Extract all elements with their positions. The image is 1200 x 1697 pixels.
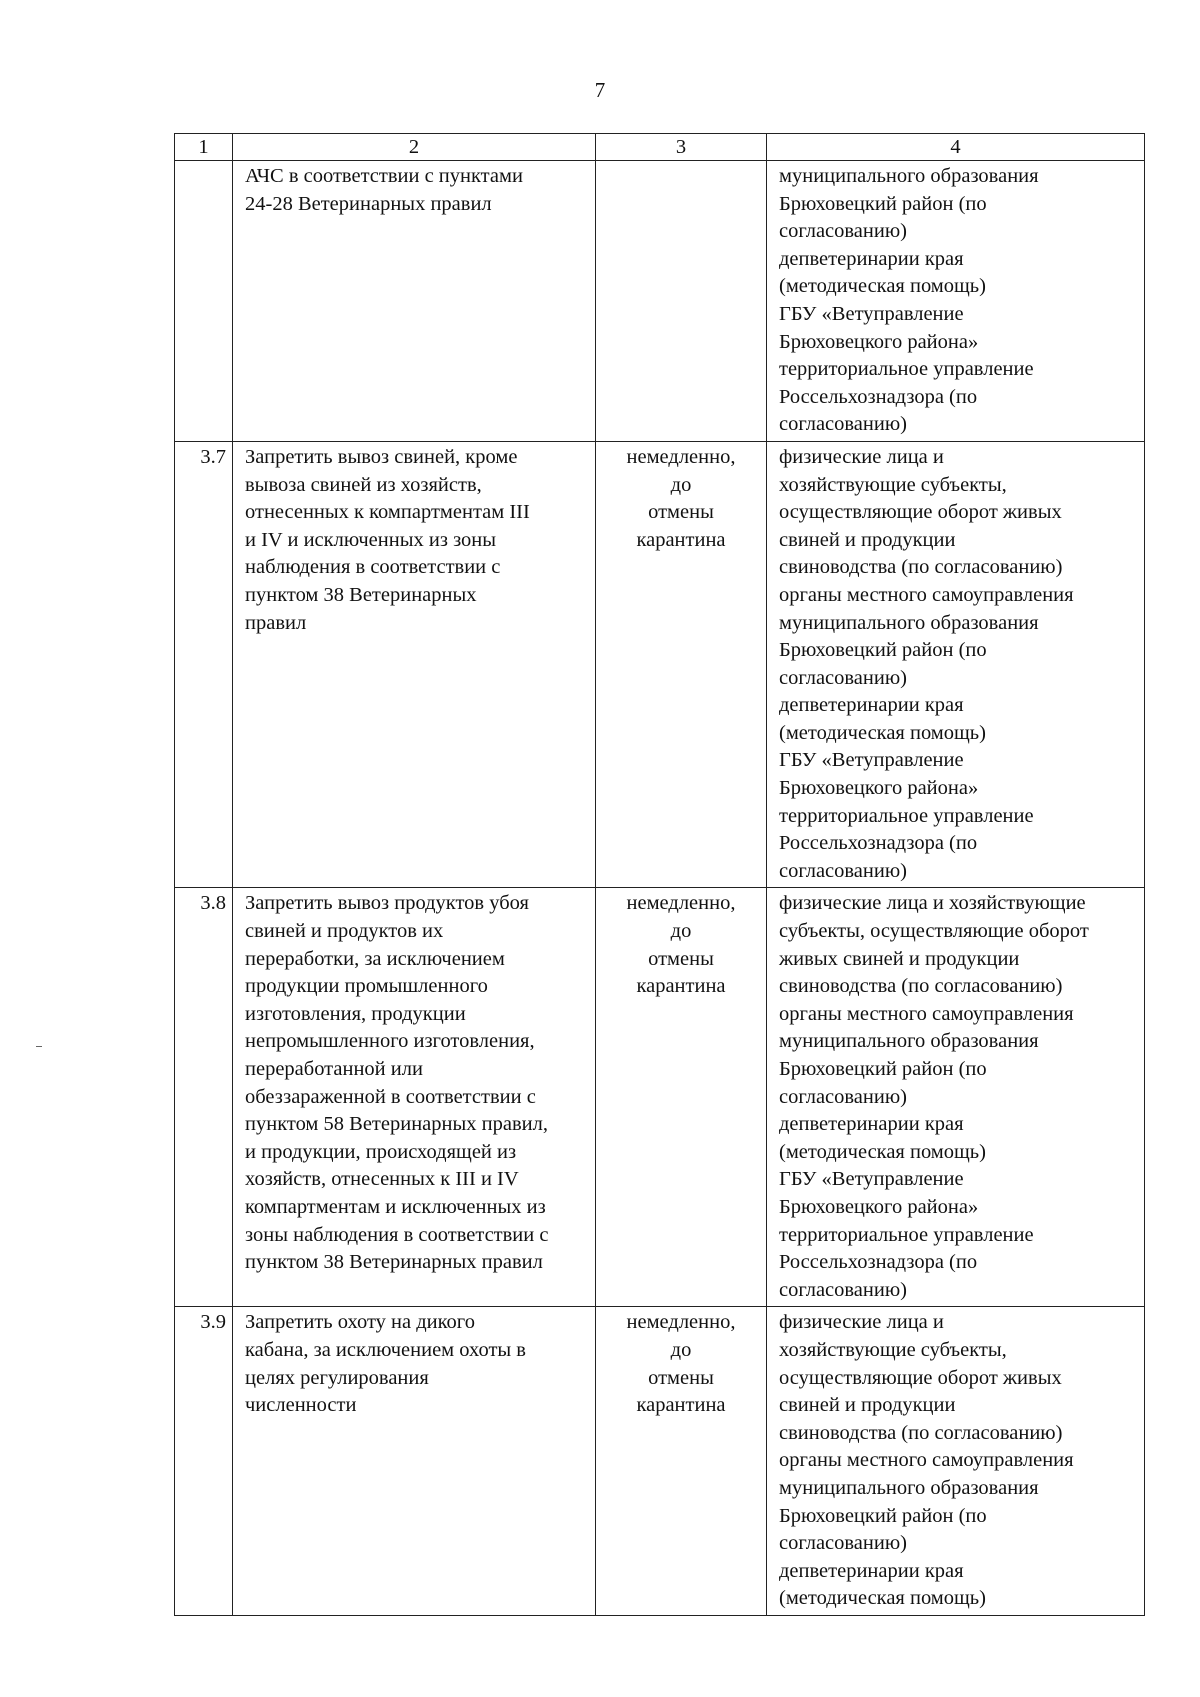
measure-line: пунктом 58 Ветеринарных правил, bbox=[245, 1113, 548, 1136]
term-line: отмены bbox=[648, 1366, 714, 1389]
responsible-line: органы местного самоуправления bbox=[779, 1449, 1074, 1472]
term-cell bbox=[596, 1307, 767, 1616]
responsible-line: свиноводства (по согласованию) bbox=[779, 1421, 1063, 1444]
responsible-line: органы местного самоуправления bbox=[779, 583, 1074, 606]
term-line: карантина bbox=[636, 975, 726, 998]
responsible-line: физические лица и bbox=[779, 1311, 944, 1334]
responsible-line: Брюховецкий район (по bbox=[779, 1504, 987, 1527]
table-row bbox=[175, 441, 1145, 888]
measure-line: численности bbox=[245, 1394, 357, 1417]
measure-line: переработанной или bbox=[245, 1058, 423, 1080]
responsible-line: хозяйствующие субъекты, bbox=[779, 473, 1007, 496]
responsible-line: свиноводства (по согласованию) bbox=[779, 556, 1063, 579]
responsible-line: ГБУ «Ветуправление bbox=[779, 302, 964, 325]
term-cell bbox=[596, 161, 767, 442]
term-line: карантина bbox=[636, 528, 726, 551]
measure-line: обеззараженной в соответствии с bbox=[245, 1085, 536, 1108]
responsible-line: Брюховецкий район (по bbox=[779, 639, 987, 662]
responsible-cell bbox=[767, 888, 1145, 1307]
responsible-line: депветеринарии края bbox=[779, 247, 964, 270]
responsible-line: муниципального образования bbox=[779, 1030, 1039, 1053]
table-header-row bbox=[175, 134, 1145, 161]
measure-line: Запретить вывоз продуктов убоя bbox=[245, 892, 529, 915]
responsible-cell bbox=[767, 161, 1145, 442]
measure-line: АЧС в соответствии с пунктами bbox=[245, 165, 523, 187]
measure-line: правил bbox=[245, 611, 307, 634]
measure-line: наблюдения в соответствии с bbox=[245, 556, 501, 579]
measure-line: целях регулирования bbox=[245, 1366, 429, 1389]
responsible-line: территориальное управление bbox=[779, 804, 1034, 827]
responsible-line: территориальное управление bbox=[779, 358, 1034, 381]
measure-line: пунктом 38 Ветеринарных правил bbox=[245, 1251, 543, 1274]
responsible-line: Россельхознадзора (по bbox=[779, 832, 978, 855]
measure-line: продукции промышленного bbox=[245, 975, 488, 998]
measure-line: свиней и продуктов их bbox=[245, 920, 444, 943]
measure-line: непромышленного изготовления, bbox=[245, 1030, 535, 1053]
responsible-line: муниципального образования bbox=[779, 611, 1039, 634]
header-col-3: 3 bbox=[596, 134, 767, 161]
responsible-line: (методическая помощь) bbox=[779, 275, 986, 298]
responsible-line: депветеринарии края bbox=[779, 694, 964, 717]
responsible-line: Брюховецкого района» bbox=[779, 330, 979, 353]
responsible-line: осуществляющие оборот живых bbox=[779, 1366, 1062, 1389]
responsible-cell bbox=[767, 1307, 1145, 1616]
term-cell bbox=[596, 888, 767, 1307]
term-line: отмены bbox=[648, 501, 714, 524]
measure-line: и IV и исключенных из зоны bbox=[245, 528, 497, 551]
measure-line: пунктом 38 Ветеринарных bbox=[245, 583, 477, 606]
header-col-1: 1 bbox=[175, 134, 233, 161]
responsible-line: согласованию) bbox=[779, 220, 907, 243]
responsible-line: свиней и продукции bbox=[779, 1394, 956, 1417]
measure-cell bbox=[233, 441, 596, 888]
responsible-line: депветеринарии края bbox=[779, 1113, 964, 1136]
responsible-line: (методическая помощь) bbox=[779, 1140, 986, 1163]
responsible-line: Брюховецкого района» bbox=[779, 777, 979, 800]
measure-line: изготовления, продукции bbox=[245, 1002, 466, 1025]
responsible-line: органы местного самоуправления bbox=[779, 1002, 1074, 1025]
row-number: 3.8 bbox=[175, 888, 233, 1307]
measures-table bbox=[174, 133, 1145, 1616]
term-line: отмены bbox=[648, 947, 714, 970]
header-col-2: 2 bbox=[233, 134, 596, 161]
responsible-line: ГБУ «Ветуправление bbox=[779, 749, 964, 772]
responsible-line: хозяйствующие субъекты, bbox=[779, 1338, 1007, 1361]
responsible-line: (методическая помощь) bbox=[779, 1587, 986, 1610]
responsible-line: согласованию) bbox=[779, 1085, 907, 1108]
responsible-line: Россельхознадзора (по bbox=[779, 1251, 978, 1274]
page-number: 7 bbox=[594, 78, 606, 102]
responsible-line: живых свиней и продукции bbox=[779, 947, 1020, 970]
responsible-line: Брюховецкий район (по bbox=[779, 1058, 987, 1080]
responsible-line: согласованию) bbox=[779, 413, 907, 436]
responsible-line: согласованию) bbox=[779, 859, 907, 882]
responsible-line: согласованию) bbox=[779, 1532, 907, 1555]
responsible-line: (методическая помощь) bbox=[779, 721, 986, 744]
term-line: немедленно, bbox=[626, 892, 736, 915]
responsible-line: муниципального образования bbox=[779, 1476, 1039, 1499]
header-col-4: 4 bbox=[767, 134, 1145, 161]
term-line: немедленно, bbox=[626, 1311, 736, 1334]
responsible-line: депветеринарии края bbox=[779, 1559, 964, 1582]
measure-cell bbox=[233, 1307, 596, 1616]
responsible-line: согласованию) bbox=[779, 1278, 907, 1301]
responsible-line: свиноводства (по согласованию) bbox=[779, 975, 1063, 998]
responsible-line: территориальное управление bbox=[779, 1223, 1034, 1246]
term-line: немедленно, bbox=[626, 445, 736, 468]
responsible-line: Россельхознадзора (по bbox=[779, 385, 978, 408]
measure-line: Запретить охоту на дикого bbox=[245, 1311, 475, 1334]
responsible-line: физические лица и хозяйствующие bbox=[779, 892, 1086, 915]
term-line: до bbox=[670, 920, 692, 943]
term-line: карантина bbox=[636, 1394, 726, 1417]
responsible-line: Брюховецкий район (по bbox=[779, 192, 987, 215]
measure-cell bbox=[233, 888, 596, 1307]
term-line: до bbox=[670, 1338, 692, 1361]
measure-line: Запретить вывоз свиней, кроме bbox=[245, 445, 518, 468]
scan-mark bbox=[36, 1046, 42, 1047]
responsible-line: Брюховецкого района» bbox=[779, 1195, 979, 1218]
measure-line: 24-28 Ветеринарных правил bbox=[245, 192, 492, 215]
table-body bbox=[175, 161, 1145, 1616]
measure-line: переработки, за исключением bbox=[245, 947, 505, 970]
measure-line: хозяйств, отнесенных к III и IV bbox=[245, 1168, 519, 1191]
measure-line: вывоза свиней из хозяйств, bbox=[245, 473, 482, 496]
term-line: до bbox=[670, 473, 692, 496]
row-number bbox=[175, 161, 233, 442]
table-row bbox=[175, 161, 1145, 442]
row-number: 3.9 bbox=[175, 1307, 233, 1616]
measure-line: и продукции, происходящей из bbox=[245, 1140, 517, 1163]
term-cell bbox=[596, 441, 767, 888]
responsible-line: свиней и продукции bbox=[779, 528, 956, 551]
measure-line: компартментам и исключенных из bbox=[245, 1195, 546, 1218]
table-row bbox=[175, 1307, 1145, 1616]
responsible-line: ГБУ «Ветуправление bbox=[779, 1168, 964, 1191]
responsible-cell bbox=[767, 441, 1145, 888]
measure-cell bbox=[233, 161, 596, 442]
row-number: 3.7 bbox=[175, 441, 233, 888]
measure-line: кабана, за исключением охоты в bbox=[245, 1338, 526, 1361]
responsible-line: физические лица и bbox=[779, 445, 944, 468]
responsible-line: согласованию) bbox=[779, 666, 907, 689]
measure-line: зоны наблюдения в соответствии с bbox=[245, 1223, 549, 1246]
responsible-line: осуществляющие оборот живых bbox=[779, 501, 1062, 524]
table-row bbox=[175, 888, 1145, 1307]
responsible-line: субъекты, осуществляющие оборот bbox=[779, 920, 1089, 943]
responsible-line: муниципального образования bbox=[779, 165, 1039, 187]
measure-line: отнесенных к компартментам III bbox=[245, 501, 530, 524]
